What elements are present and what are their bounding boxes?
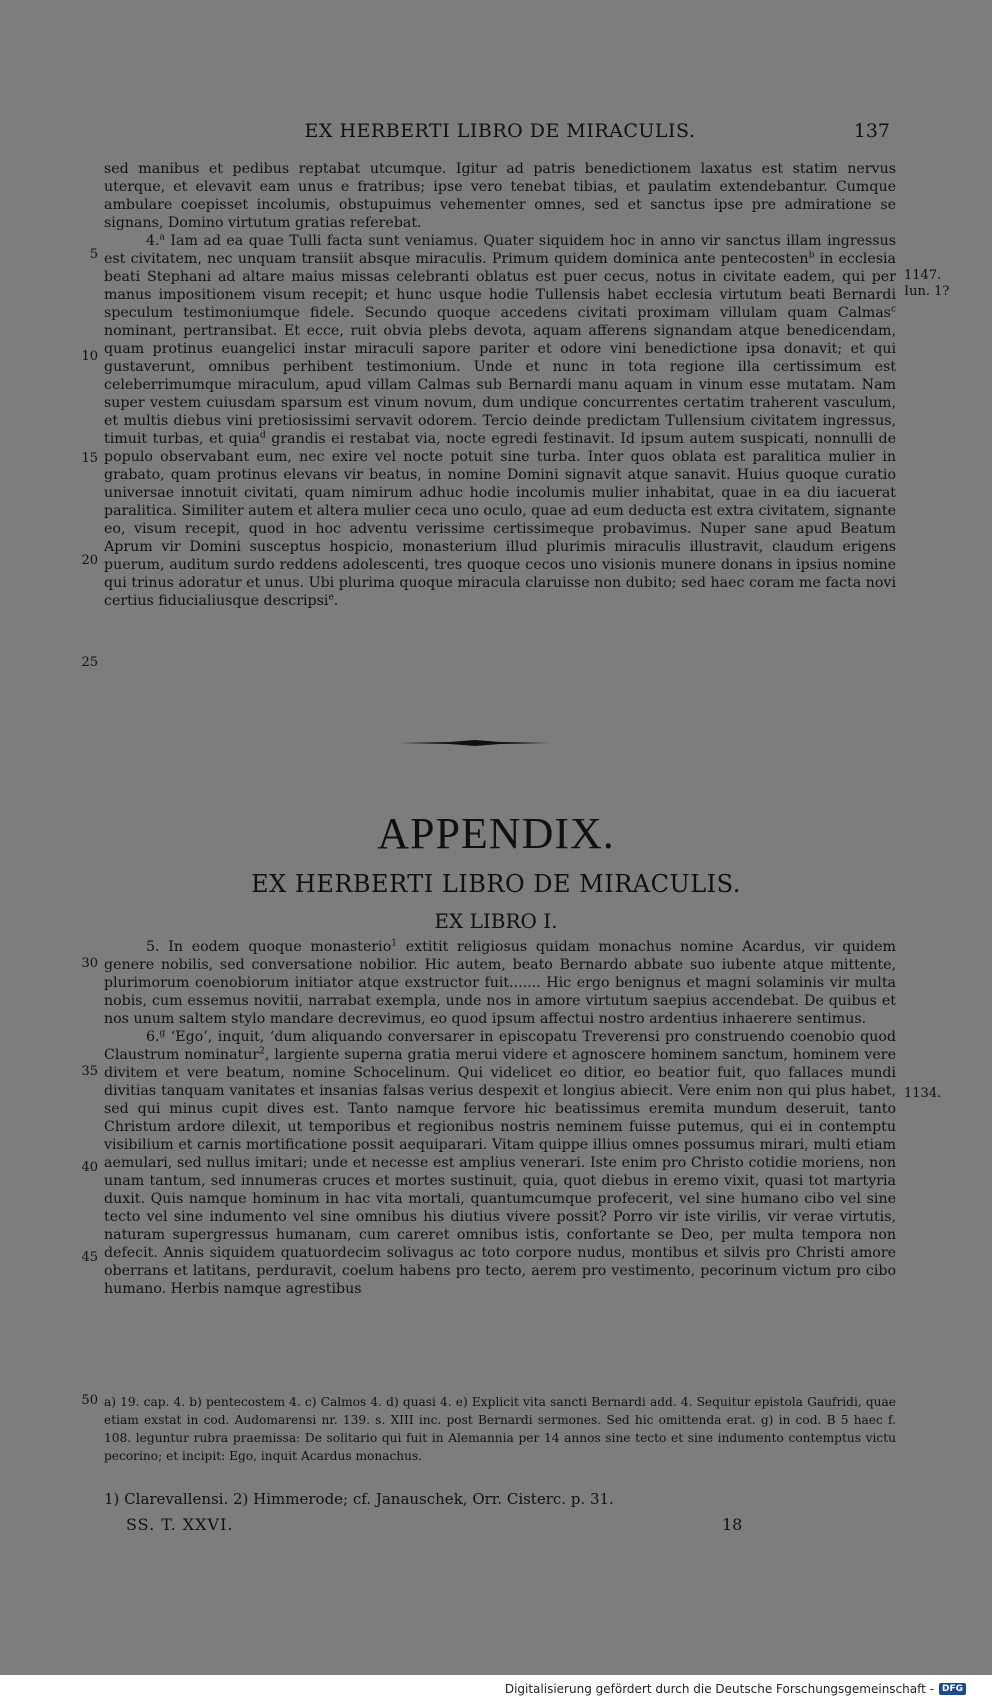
top-text-block xyxy=(104,160,896,610)
paragraph-4-text-d: grandis ei restabat via, nocte egredi festinavit. Id ipsum autem suspicati, nonnulli de populo observabant eum, nec exire vel nocte potuit sine turba. Inter quos oblata est paralitica mulier in grabato, quam protinus elevans vir beatus, in nomine Domini signavit atque sanavit. Huius quoque curatio universae innotuit civitati, quam nimirum adhuc hodie incolumis mulier inhabitat, quae in ea diu iacuerat paralitica. Similiter autem et altera mulier ceca uno oculo, quae ad eum deducta est extra civitatem, signante eo, visum recepit, quod in hoc adventu verissime certissimeque probavimus. Nuper sane apud Beatum Aprum vir Domini susceptus hospicio, monasterium illud plurimis miraculis illustravit, claudum erigens puerum, auditum surdo reddens adolescenti, tres quoque cecos uno visionis munere donans in ipsius nomine qui trinus adoratur et unus. Ubi plurima quoque miracula claruisse non dubito; sed haec coram me facta novi certius fiducialiusque descripsi xyxy=(104,431,896,609)
note-marker-a: a xyxy=(159,232,165,243)
note-marker-1: 1 xyxy=(391,938,397,949)
credit-text: Digitalisierung gefördert durch die Deutsche Forschungsgemeinschaft - xyxy=(504,1682,934,1696)
line-number: 5 xyxy=(89,247,98,262)
line-number: 20 xyxy=(81,553,98,568)
paragraph-5-text-a: In eodem quoque monasterio xyxy=(168,939,392,955)
paragraph-6-text-a: ‘Ego’, inquit, ‘dum aliquando conversarer in episcopatu Treverensi pro construendo coenobio quod Claustrum nominatur xyxy=(104,1029,896,1063)
paragraph-5 xyxy=(104,938,896,1028)
dfg-logo-icon: DFG xyxy=(939,1683,966,1695)
paragraph-6-text-b: , largiente superna gratia merui videre et agnoscere hominem sanctum, hominem vere divitem et vere beatum, nomine Schocelinum. Qui videlicet eo ditior, eo beatior fuit, quo fallaces mundi divitias tanquam vanitates et insanias falsas verius despexit et longius abiecit. Vere enim non qui plus habet, sed qui minus cupit dives est. Tanto namque fervore hic beatissimus eremita mundum deseruit, tanto Christum ardore dilexit, ut temporibus et regionibus nostris neminem fuisse putemus, qui ei in contemptu visibilium et carnis mortificatione possit aequiparari. Vitam quippe illius omnes possumus mirari, multi etiam aemulari, sed nullus imitari; unde et necesse est amplius venerari. Iste enim pro Christo cotidie moriens, non unam tantum, sed innumeras cruces et mortes sustinuit, quia, quot diebus in eremo vixit, quasi tot martyria duxit. Quis namque hominum in hac vita mortali, quantumcumque profecerit, vel sine humano cibo vel sine tecto vel sine indumento vel sine omnibus his diutius vivere possit? Porro vir iste virilis, vir verae virtutis, naturam supergressus humanam, cum careret omnibus istis, confortante se Deo, per multa tempora non defecit. Annis siquidem quatuordecim solivagus ac toto corpore nudus, montibus et silvis pro Christi amore oberrans et latitans, perduravit, coelum habens pro tecto, aerem pro vestimento, pecorinum victum pro cibo humano. Herbis namque agrestibus xyxy=(104,1047,896,1297)
note-marker-b: b xyxy=(808,250,815,261)
note-marker-d: d xyxy=(259,430,266,441)
note-marker-e: e xyxy=(328,592,334,603)
margin-date: 1134. xyxy=(904,1086,942,1101)
margin-date: Iun. 1? xyxy=(904,284,950,299)
references: 1) Clarevallensi. 2) Himmerode; cf. Janauschek, Orr. Cisterc. p. 31. xyxy=(104,1490,614,1508)
volume-signature: SS. T. XXVI. xyxy=(126,1515,234,1534)
running-head: EX HERBERTI LIBRO DE MIRACULIS. xyxy=(304,120,696,142)
line-number: 15 xyxy=(81,451,98,466)
paragraph-5-text-b: extitit religiosus quidam monachus nomine Acardus, vir quidem genere nobilis, sed conversatione nobilior. Hic autem, beato Bernardo abbate suo iubente atque mittente, plurimorum coenobiorum initiator atque exstructor fuit....... Hic ergo benignus et magni solaminis vir multa nobis, cum essemus novitii, narrabat exempla, unde nos in amore virtutum saepius accendebat. De quibus et nos unum saltem stylo mandare decrevimus, eo quod ipsum affectui nostro ardentius inhaerere sentimus. xyxy=(104,939,896,1027)
paragraph-4-text-c: nominant, pertransibat. Et ecce, ruit obvia plebs devota, aquam afferens signandam atque benedicendam, quam protinus euangelici instar miraculi sapore pariter et odore vini benedictione ipsa donavit; et qui gustaverunt, omnibus perhibent testimonium. Unde et nunc in tota regione illa certissimum est celeberrimumque miraculum, apud villam Calmas sub Bernardi manu aquam in vinum esse mutatam. Nam super vestem cuiusdam sparsum est vinum novum, dum undique concurrentes certatim traherent vasculum, et multis diebus vini pretiosissimi servavit odorem. Tercio deinde predictam Tullensium civitatem ingressus, timuit turbas, et quia xyxy=(104,323,896,447)
note-marker-c: c xyxy=(890,304,896,315)
note-marker-2: 2 xyxy=(259,1046,265,1057)
ornamental-rule xyxy=(400,740,550,746)
paragraph-4 xyxy=(104,232,896,610)
digitization-credit xyxy=(505,1682,966,1696)
line-number: 35 xyxy=(81,1064,98,1079)
paragraph-1: sed manibus et pedibus reptabat utcumque. Igitur ad patris benedictionem laxatus est statim nervus uterque, et elevavit eam unus e fratribus; ipse vero tenebat tibias, et paulatim extendebantur. Cumque ambulare coepisset incolumis, obstupuimus vehementer omnes, sed et sanctus ipse pre admiratione se signans, Domino virtutum gratias referebat. xyxy=(104,161,896,231)
page-number: 137 xyxy=(853,120,890,142)
paragraph-4-text-a: Iam ad ea quae Tulli facta sunt veniamus. Quater siquidem hoc in anno vir sanctus illam ingressus est civitatem, nec unquam transiit absque miraculis. Primum quidem dominica ante pentecosten xyxy=(104,233,896,267)
footnotes: a) 19. cap. 4. b) pentecostem 4. c) Calmos 4. d) quasi 4. e) Explicit vita sancti Bernardi add. 4. Sequitur epistola Gaufridi, quae etiam exstat in cod. Audomarensi nr. 139. s. XIII inc. post Bernardi sermones. Sed hic omittenda erat. g) in cod. B 5 haec f. 108. leguntur rubra praemissa: De solitario qui fuit in Alemannia per 14 annos sine tecto et sine indumento contemptus victu pecorino; et incipit: Ego, inquit Acardus monachus. xyxy=(104,1395,896,1463)
paragraph-6 xyxy=(104,1028,896,1298)
appendix-text-block xyxy=(104,938,896,1298)
margin-date: 1147. xyxy=(904,268,942,283)
line-number: 30 xyxy=(81,956,98,971)
appendix-book: EX LIBRO I. xyxy=(434,909,558,933)
note-marker-g: g xyxy=(159,1028,166,1039)
appendix-title: APPENDIX. xyxy=(377,809,615,858)
paragraph-4-end: . xyxy=(333,593,339,609)
sheet-number: 18 xyxy=(722,1515,743,1534)
paragraph-number: 5. xyxy=(146,939,160,955)
line-number: 40 xyxy=(81,1160,98,1175)
paragraph-4-text-b: in ecclesia beati Stephani ad altare maius missas celebranti oblatus est puer cecus, notus in civitate eadem, qui per manus impositionem visum recepit; et hunc usque hodie Tullensis habet ecclesia virtutum beati Bernardi speculum testimoniumque fidele. Secundo quoque accedens civitati proximam villulam quam Calmas xyxy=(104,251,897,321)
appendix-subtitle: EX HERBERTI LIBRO DE MIRACULIS. xyxy=(251,870,741,898)
line-number: 50 xyxy=(81,1393,98,1408)
line-number: 25 xyxy=(81,655,98,670)
paragraph-number: 4. xyxy=(146,233,160,249)
line-number: 10 xyxy=(81,349,98,364)
paragraph-number: 6. xyxy=(146,1029,160,1045)
line-number: 45 xyxy=(81,1250,98,1265)
